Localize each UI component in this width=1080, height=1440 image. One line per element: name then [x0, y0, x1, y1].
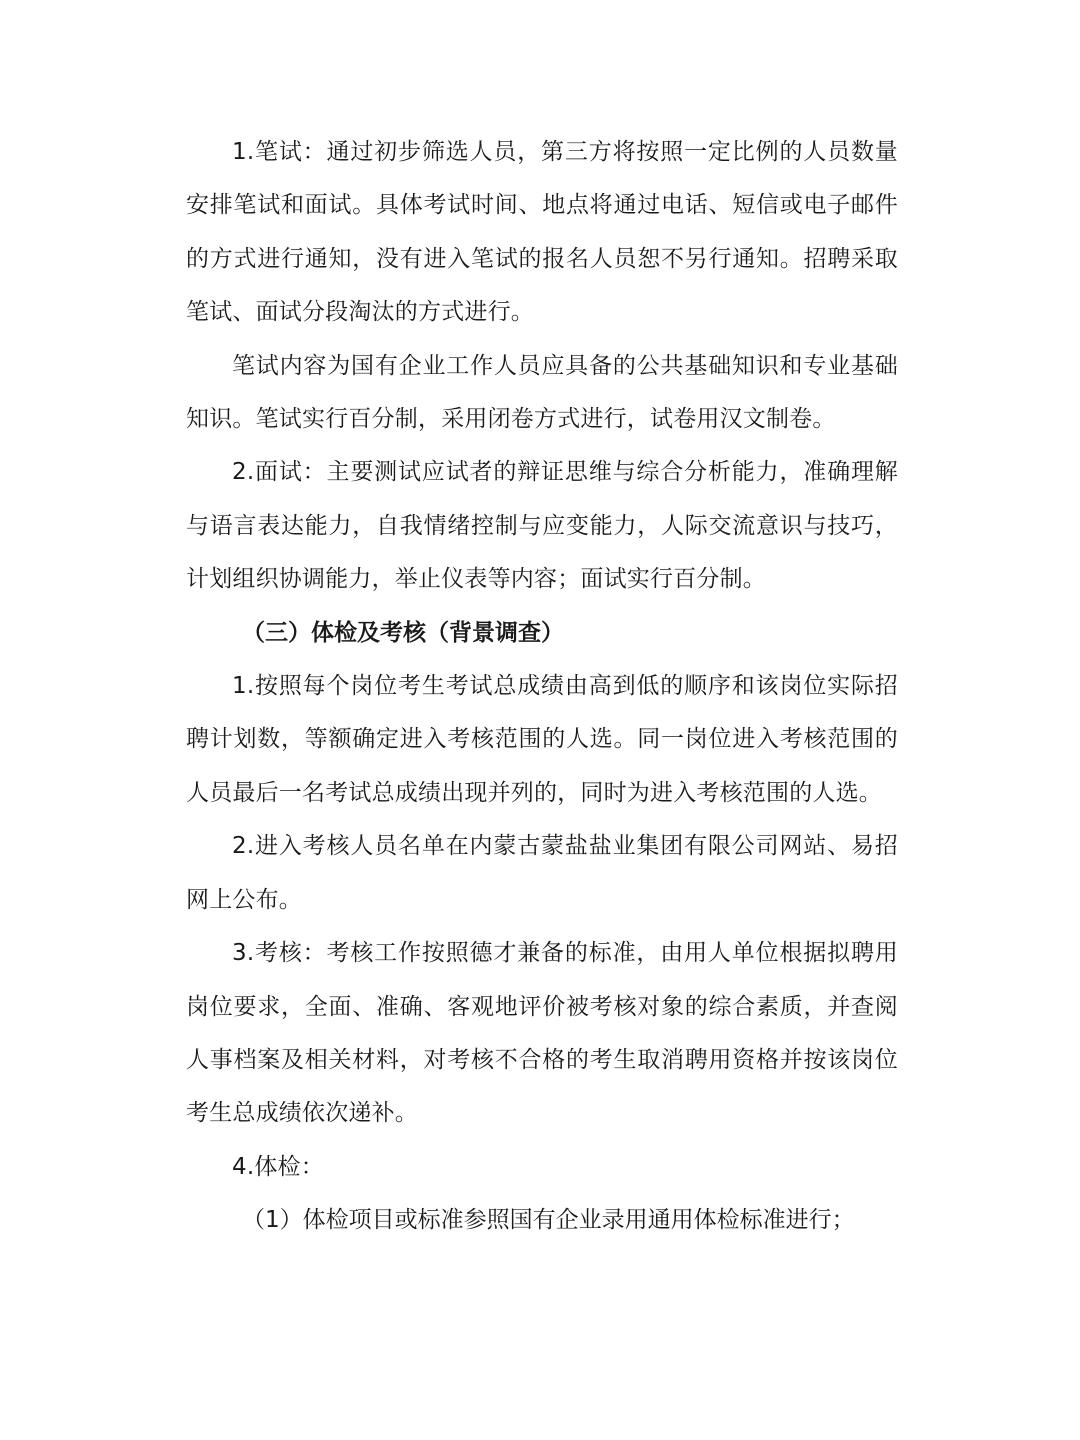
- document-body: [186, 126, 898, 1248]
- paragraph-physical-exam: 4.体检：: [232, 1153, 324, 1180]
- paragraph-assessment: 3.考核：考核工作按照德才兼备的标准，由用人单位根据拟聘用岗位要求，全面、准确、客观地评价被考核对象的综合素质，并查阅人事档案及相关材料，对考核不合格的考生取消聘用资格并按该岗位考生总成绩依次递补。: [186, 940, 898, 1127]
- paragraph-assessment-selection: 1.按照每个岗位考生考试总成绩由高到低的顺序和该岗位实际招聘计划数，等额确定进入考核范围的人选。同一岗位进入考核范围的人员最后一名考试总成绩出现并列的，同时为进入考核范围的人选。: [186, 673, 898, 806]
- list-item-physical-exam-standard: （1）体检项目或标准参照国有企业录用通用体检标准进行；: [242, 1207, 855, 1234]
- paragraph-interview: 2.面试：主要测试应试者的辩证思维与综合分析能力，准确理解与语言表达能力，自我情绪控制与应变能力，人际交流意识与技巧，计划组织协调能力，举止仪表等内容；面试实行百分制。: [186, 459, 898, 593]
- paragraph-written-exam: 1.笔试：通过初步筛选人员，第三方将按照一定比例的人员数量安排笔试和面试。具体考试时间、地点将通过电话、短信或电子邮件的方式进行通知，没有进入笔试的报名人员恕不另行通知。招聘采取笔试、面试分段淘汰的方式进行。: [186, 139, 898, 326]
- paragraph-written-exam-content: 笔试内容为国有企业工作人员应具备的公共基础知识和专业基础知识。笔试实行百分制，采用闭卷方式进行，试卷用汉文制卷。: [186, 352, 898, 433]
- paragraph-assessment-list: 2.进入考核人员名单在内蒙古蒙盐盐业集团有限公司网站、易招网上公布。: [186, 833, 898, 913]
- section-heading-physical-exam: （三）体检及考核（背景调查）: [242, 619, 564, 646]
